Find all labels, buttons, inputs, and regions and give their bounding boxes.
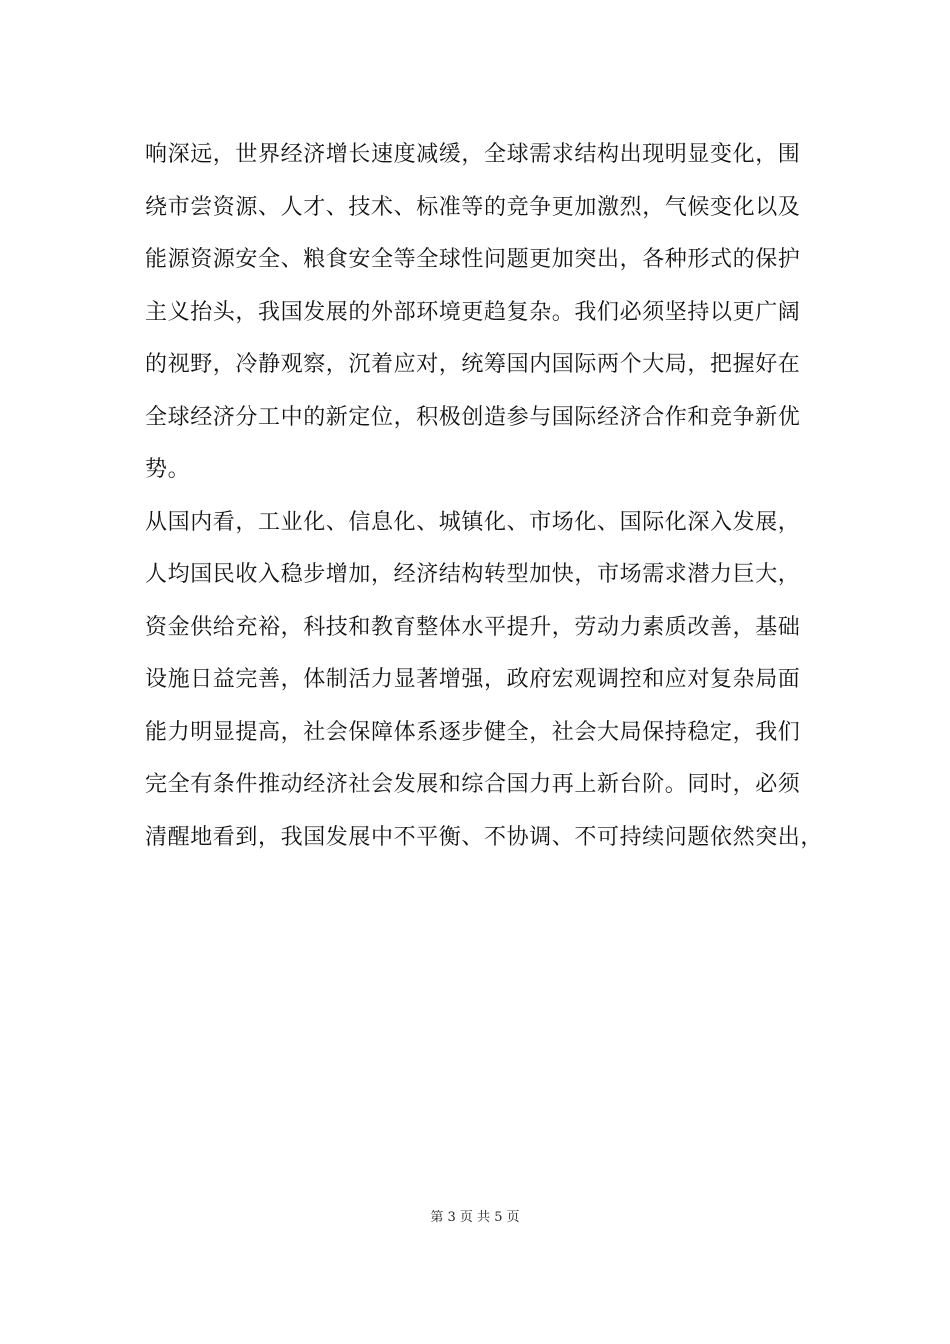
text-line: 能源资源安全、粮食安全等全球性问题更加突出，各种形式的保护 xyxy=(145,247,801,272)
text-line: 全球经济分工中的新定位，积极创造参与国际经济合作和竞争新优 xyxy=(145,404,801,430)
text-line: 人均国民收入稳步增加，经济结构转型加快，市场需求潜力巨大， xyxy=(145,562,801,587)
text-line: 能力明显提高，社会保障体系逐步健全，社会大局保持稳定，我们 xyxy=(145,719,801,745)
text-line: 设施日益完善，体制活力显著增强，政府宏观调控和应对复杂局面 xyxy=(145,667,801,692)
text-line: 完全有条件推动经济社会发展和综合国力再上新台阶。同时，必须 xyxy=(145,772,801,797)
text-line: 势。 xyxy=(145,457,191,482)
text-line: 响深远，世界经济增长速度减缓，全球需求结构出现明显变化，围 xyxy=(145,142,801,167)
text-line: 清醒地看到，我国发展中不平衡、不协调、不可持续问题依然突出， xyxy=(145,824,824,850)
text-line: 资金供给充裕，科技和教育整体水平提升，劳动力素质改善，基础 xyxy=(145,614,801,640)
page-number-footer: 第 3 页 共 5 页 xyxy=(430,1210,520,1225)
text-line: 主义抬头，我国发展的外部环境更趋复杂。我们必须坚持以更广阔 xyxy=(145,299,801,325)
body-text xyxy=(145,130,825,865)
text-line: 绕市尝资源、人才、技术、标准等的竞争更加激烈，气候变化以及 xyxy=(145,194,801,220)
text-line: 的视野，冷静观察，沉着应对，统筹国内国际两个大局，把握好在 xyxy=(145,352,801,377)
text-line: 从国内看，工业化、信息化、城镇化、市场化、国际化深入发展， xyxy=(145,509,801,535)
